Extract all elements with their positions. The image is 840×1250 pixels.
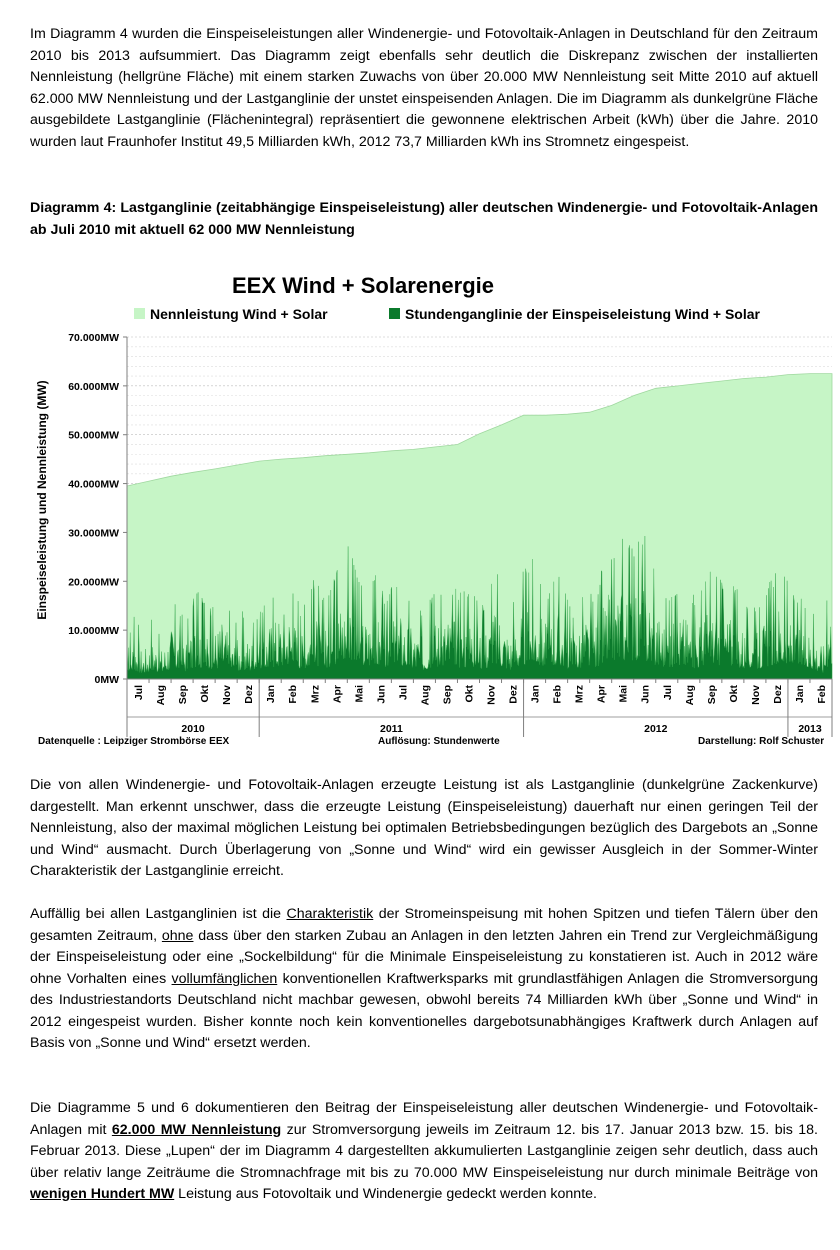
y-tick-label: 20.000MW	[68, 576, 119, 589]
chart-svg	[0, 262, 840, 752]
x-month-label: Jun	[639, 685, 652, 704]
y-tick-label: 10.000MW	[68, 625, 119, 638]
intro-paragraph	[30, 24, 818, 153]
underlined-ohne: ohne	[161, 927, 194, 944]
x-month-label: Jul	[397, 685, 410, 701]
x-month-label: Mrz	[309, 685, 322, 704]
x-month-label: Jun	[375, 685, 388, 704]
x-month-label: Jan	[794, 685, 806, 704]
text-part: konventionellen Kraftwerksparks mit grundlastfähigen Anlagen die Stromversorgung des Industriestandorts Deutschland nicht machbar gewesen, obwohl bereits 74 Milliarden kWh über „Sonne und Wind“ in 2012 eingespeist wurden. Bisher konnte noch kein konventionelles dargebotsunabhängiges Kraftwerk durch Anlagen auf Basis von „Sonne und Wind“ ersetzt werden.	[30, 970, 818, 1051]
text-part: Leistung aus Fotovoltaik und Windenergie gedeckt werden konnte.	[174, 1186, 597, 1202]
x-month-label: Mrz	[573, 685, 586, 704]
x-month-label: Jul	[661, 685, 674, 701]
x-year-label: 2011	[380, 723, 403, 735]
x-month-label: Feb	[287, 685, 300, 704]
x-month-label: Nov	[485, 685, 498, 705]
paragraph-charakteristik	[30, 904, 818, 1055]
x-month-label: Jan	[265, 685, 278, 704]
y-tick-label: 60.000MW	[68, 380, 119, 393]
x-month-label: Sep	[441, 685, 454, 705]
x-month-label: Aug	[155, 685, 167, 706]
x-month-label: Jan	[529, 685, 542, 704]
x-year-label: 2012	[644, 723, 668, 735]
x-month-label: Apr	[595, 685, 608, 704]
y-tick-label: 70.000MW	[68, 332, 119, 344]
x-month-label: Jul	[133, 685, 145, 701]
legend-label-stundenganglinie: Stundenganglinie der Einspeiseleistung Wind + Solar	[405, 306, 760, 322]
y-axis-label: Einspeiseleistung und Nennleistung (MW)	[35, 380, 49, 620]
underlined-charakteristik: Charakteristik	[286, 906, 374, 922]
x-month-label: Dez	[771, 685, 784, 704]
emphasis-nennleistung: 62.000 MW Nennleistung	[111, 1121, 282, 1138]
x-month-label: Feb	[816, 685, 828, 704]
x-axis	[127, 679, 832, 737]
text-part: der Stromeinspeisung mit hohen Spitzen und tiefen Tälern über den gesamten Zeitraum,	[30, 906, 818, 944]
y-axis-ticks	[68, 332, 127, 686]
x-month-label: Sep	[705, 685, 718, 705]
legend	[134, 306, 761, 322]
paragraph-lastganglinie: Die von allen Windenergie- und Fotovoltaik-Anlagen erzeugte Leistung ist als Lastganglinie (dunkelgrüne Zackenkurve) dargestellt. Man erkennt unschwer, dass die erzeugte Leistung (Einspeiseleistung) dauerhaft nur einen geringen Teil der Nennleistung, also der maximal möglichen Leistung bei optimalen Betriebsbedingungen bezüglich des Dargebots an „Sonne und Wind“ ausmacht. Durch Überlagerung von „Sonne und Wind“ wird ein gewisser Ausgleich in der Sommer-Winter Charakteristik der Lastganglinie erreicht.	[30, 777, 818, 879]
y-tick-label: 50.000MW	[68, 429, 119, 442]
x-month-label: Okt	[199, 685, 212, 703]
x-month-label: Apr	[331, 685, 344, 704]
legend-label-nennleistung: Nennleistung Wind + Solar	[150, 306, 328, 322]
x-month-label: Nov	[221, 685, 234, 705]
footer-source: Datenquelle : Leipziger Strombörse EEX	[38, 736, 230, 747]
legend-swatch-nennleistung	[134, 308, 145, 319]
x-month-label: Okt	[463, 685, 476, 703]
x-month-label: Mai	[617, 685, 630, 703]
legend-swatch-stundenganglinie	[389, 308, 400, 319]
x-month-label: Dez	[507, 685, 520, 704]
x-month-label: Nov	[749, 685, 762, 705]
x-month-label: Feb	[551, 685, 564, 704]
x-month-label: Sep	[177, 685, 190, 705]
x-month-label: Aug	[683, 685, 696, 706]
x-month-label: Dez	[243, 685, 256, 704]
footer-author: Darstellung: Rolf Schuster	[698, 736, 825, 747]
text-part: Auffällig bei allen Lastganglinien ist die	[30, 906, 287, 922]
x-month-label: Mai	[353, 685, 366, 703]
text-part: Die Diagramme 5 und 6 dokumentieren den Beitrag der Einspeiseleistung aller deutschen Windenergie- und Fotovoltaik-Anlagen mit	[30, 1100, 818, 1138]
chart	[0, 262, 840, 752]
footer-resolution: Auflösung: Stundenwerte	[378, 736, 500, 747]
emphasis-wenigen-hundert-mw: wenigen Hundert MW	[30, 1186, 175, 1202]
text-part: zur Stromversorgung jeweils im Zeitraum 12. bis 17. Januar 2013 bzw. 15. bis 18. Februar 2013. Diese „Lupen“ der im Diagramm 4 dargestellten akkumulierten Lastganglinie zeigen sehr deutlich, dass auch über relativ lange Zeiträume die Stromnachfrage mit bis zu 70.000 MW Einspeiseleistung nur durch minimale Beiträge von	[30, 1121, 818, 1181]
paragraph-diagramme-5-6	[30, 1098, 818, 1206]
x-month-label: Aug	[419, 685, 432, 706]
chart-title: EEX Wind + Solarenergie	[231, 273, 495, 298]
x-year-label: 2013	[798, 723, 822, 735]
x-month-label: Okt	[727, 685, 740, 703]
y-tick-label: 0MW	[94, 674, 119, 686]
text-part: dass über den starken Zubau an Anlagen in den letzten Jahren ein Trend zur Vergleichmäßigung der Einspeiseleistung oder eine „Sockelbildung“ für die Minimale Einspeiseleistung zu konstatieren ist. Auch in 2012 wäre ohne Vorhalten eines	[30, 927, 819, 987]
x-year-label: 2010	[181, 723, 205, 735]
area-nennleistung	[127, 374, 832, 679]
intro-text: Im Diagramm 4 wurden die Einspeiseleistungen aller Windenergie- und Fotovoltaik-Anlagen in Deutschland für den Zeitraum 2010 bis 2013 aufsummiert. Das Diagramm zeigt ebenfalls sehr deutlich die Diskrepanz zwischen der installierten Nennleistung (hellgrüne Fläche) mit einem starken Zuwachs von über 20.000 MW Nennleistung seit Mitte 2010 auf aktuell 62.000 MW Nennleistung und der Lastganglinie der unstet einspeisenden Anlagen. Die im Diagramm als dunkelgrüne Fläche ausgebildete Lastganglinie (Flächenintegral) repräsentiert die gewonnene elektrischen Arbeit (kWh) über die Jahre. 2010 wurden laut Fraunhofer Institut 49,5 Milliarden kWh, 2012 73,7 Milliarden kWh ins Stromnetz eingespeist.	[30, 26, 818, 150]
underlined-vollumfaenglichen: vollumfänglichen	[171, 970, 278, 987]
y-tick-label: 40.000MW	[68, 478, 119, 491]
y-tick-label: 30.000MW	[68, 527, 119, 540]
diagram-caption: Diagramm 4: Lastganglinie (zeitabhängige Einspeiseleistung) aller deutschen Windenergie- und Fotovoltaik-Anlagen ab Juli 2010 mit aktuell 62 000 MW Nennleistung	[30, 200, 818, 238]
